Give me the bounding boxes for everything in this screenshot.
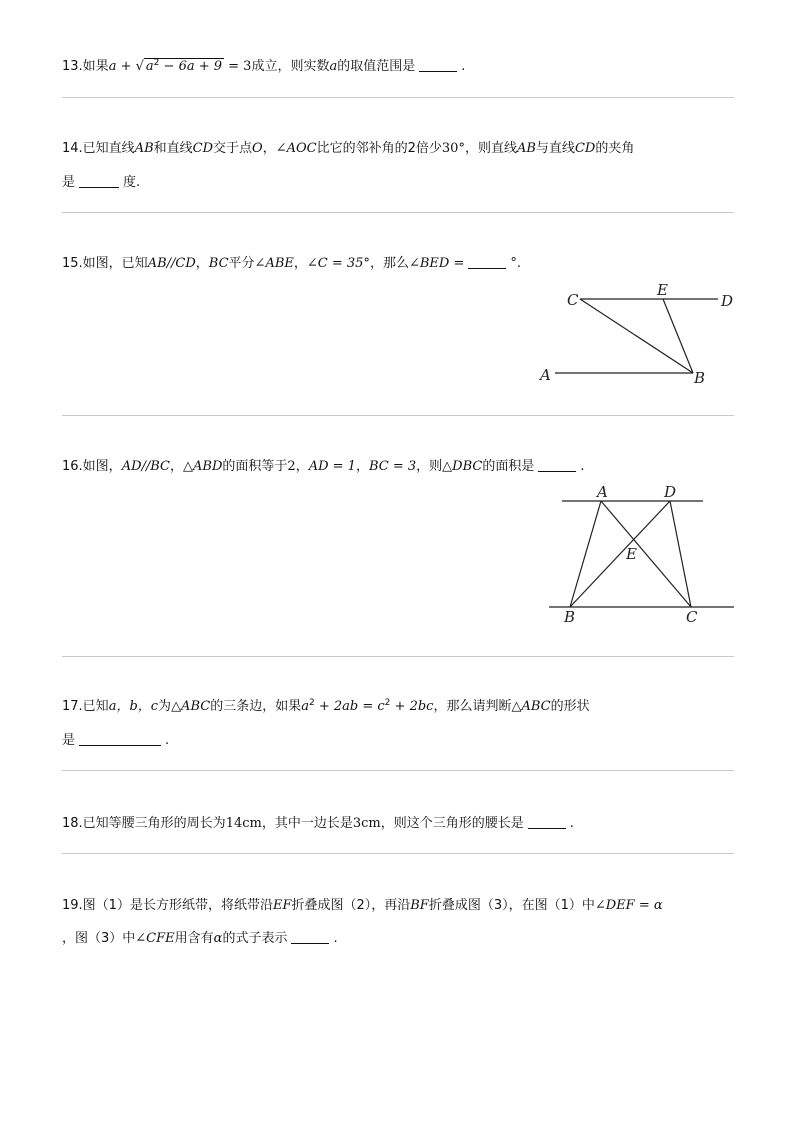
question-13: 13.如果a + √ $a^2 - 6a + 9 = 3$成立，则实数a的取值范围是 . xyxy=(62,58,466,74)
question-17: 17.已知a，b，c为△ABC的三条边，如果$a^2 + 2ab = c^2 + 2bc$，那么请判断△ABC的形状 xyxy=(62,698,590,714)
label-d: D xyxy=(721,292,734,310)
question-19-line2: ，图（3）中∠CFE用含有α的式子表示 . xyxy=(62,931,338,946)
sqrt-sign: √ xyxy=(135,59,144,74)
label-a: A xyxy=(597,483,608,501)
figure-16 xyxy=(545,480,740,630)
question-15: 15.如图，已知AB//CD，BC平分∠ABE，∠C = 35°，那么∠BED = °. xyxy=(62,256,521,271)
question-14: 14.已知直线AB和直线CD交于点O，∠AOC比它的邻补角的2倍少30°，则直线AB与直线CD的夹角 xyxy=(62,141,635,156)
label-d: D xyxy=(664,483,677,501)
question-16: 16.如图，AD//BC，△ABD的面积等于2，AD = 1，BC = 3，则△DBC的面积是 . xyxy=(62,459,585,474)
question-19: 19.图（1）是长方形纸带，将纸带沿EF折叠成图（2），再沿BF折叠成图（3），在图（1）中∠DEF = α xyxy=(62,898,663,913)
segment-eb xyxy=(663,299,693,373)
segment-cb xyxy=(580,299,693,373)
divider xyxy=(62,853,734,854)
label-b: B xyxy=(694,369,706,387)
divider xyxy=(62,212,734,213)
answer-blank[interactable] xyxy=(528,815,566,829)
answer-blank[interactable] xyxy=(538,458,576,472)
segment-dc xyxy=(670,501,691,607)
answer-blank[interactable] xyxy=(291,930,329,944)
divider xyxy=(62,656,734,657)
label-b: B xyxy=(564,608,576,626)
question-14-line2: 是 度. xyxy=(62,175,141,190)
label-e: E xyxy=(626,545,637,563)
q13-eq: = 3 xyxy=(224,59,252,74)
question-17-line2: 是 . xyxy=(62,733,170,748)
answer-blank[interactable] xyxy=(79,174,119,188)
divider xyxy=(62,415,734,416)
divider xyxy=(62,770,734,771)
answer-blank[interactable] xyxy=(419,58,457,72)
figure-15 xyxy=(530,280,740,390)
label-e: E xyxy=(657,281,668,299)
q13-radicand: $a^2 - 6a + 9$ xyxy=(145,58,223,74)
answer-blank[interactable] xyxy=(468,255,506,269)
divider xyxy=(62,97,734,98)
label-a: A xyxy=(540,366,551,384)
q13-prefix: 13.如果 xyxy=(62,59,109,74)
answer-blank[interactable] xyxy=(79,732,161,746)
label-c: C xyxy=(686,608,698,626)
label-c: C xyxy=(567,291,579,309)
segment-ac xyxy=(601,501,691,607)
q13-expr: a + xyxy=(108,59,136,74)
question-18: 18.已知等腰三角形的周长为14cm，其中一边长是3cm，则这个三角形的腰长是 . xyxy=(62,816,574,831)
